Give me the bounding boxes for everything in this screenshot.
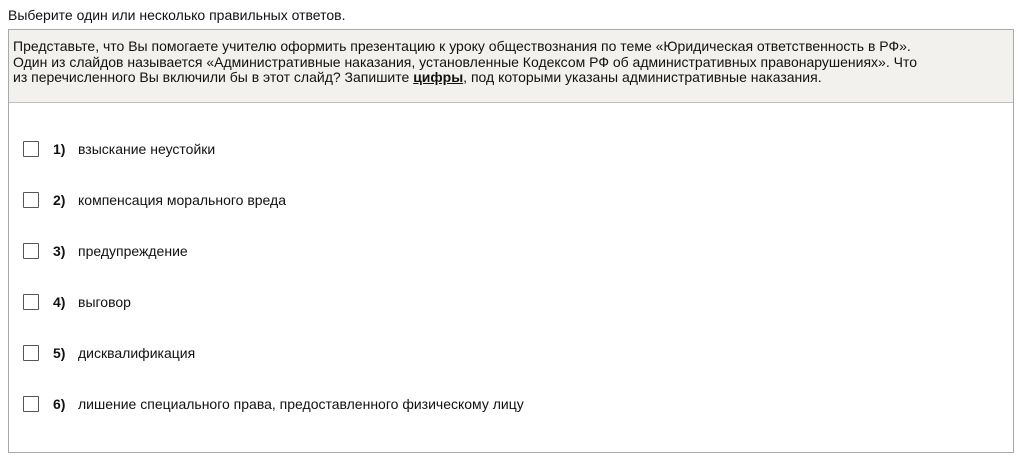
answer-text-5: дисквалификация (78, 345, 196, 361)
answer-number-5: 5) (53, 345, 66, 361)
question-line-2: Один из слайдов называется «Административные наказания, установленные Кодексом РФ об административных правонарушениях». Что (13, 53, 917, 70)
answer-text-4: выговор (78, 294, 131, 310)
answer-checkbox-2[interactable] (23, 192, 39, 208)
answer-checkbox-6[interactable] (23, 396, 39, 412)
task-instruction: Выберите один или несколько правильных ответов. (8, 7, 346, 23)
question-emphasis: цифры (413, 69, 464, 85)
answer-number-1: 1) (53, 141, 66, 157)
answer-text-2: компенсация морального вреда (78, 192, 286, 208)
answer-checkbox-3[interactable] (23, 243, 39, 259)
question-line-1: Представьте, что Вы помогаете учителю оформить презентацию к уроку обществознания по теме «Юридическая ответственность в РФ». (13, 38, 911, 54)
question-stem (9, 30, 1013, 103)
answer-text-1: взыскание неустойки (78, 141, 216, 157)
answer-number-2: 2) (53, 192, 66, 208)
answer-checkbox-4[interactable] (23, 294, 39, 310)
question-line-3-start: из перечисленного Вы включили бы в этот слайд? Запишите (13, 69, 414, 85)
answer-number-3: 3) (53, 243, 66, 259)
answer-number-6: 6) (53, 396, 66, 412)
question-card (8, 29, 1014, 453)
answer-text-6: лишение специального права, предоставленного физическому лицу (78, 396, 524, 412)
answer-checkbox-1[interactable] (23, 141, 39, 157)
answer-checkbox-5[interactable] (23, 345, 39, 361)
question-line-3 (13, 70, 1005, 86)
answer-text-3: предупреждение (78, 243, 188, 259)
answer-number-4: 4) (53, 294, 66, 310)
question-line-3-end: , под которыми указаны административные наказания. (463, 69, 822, 85)
